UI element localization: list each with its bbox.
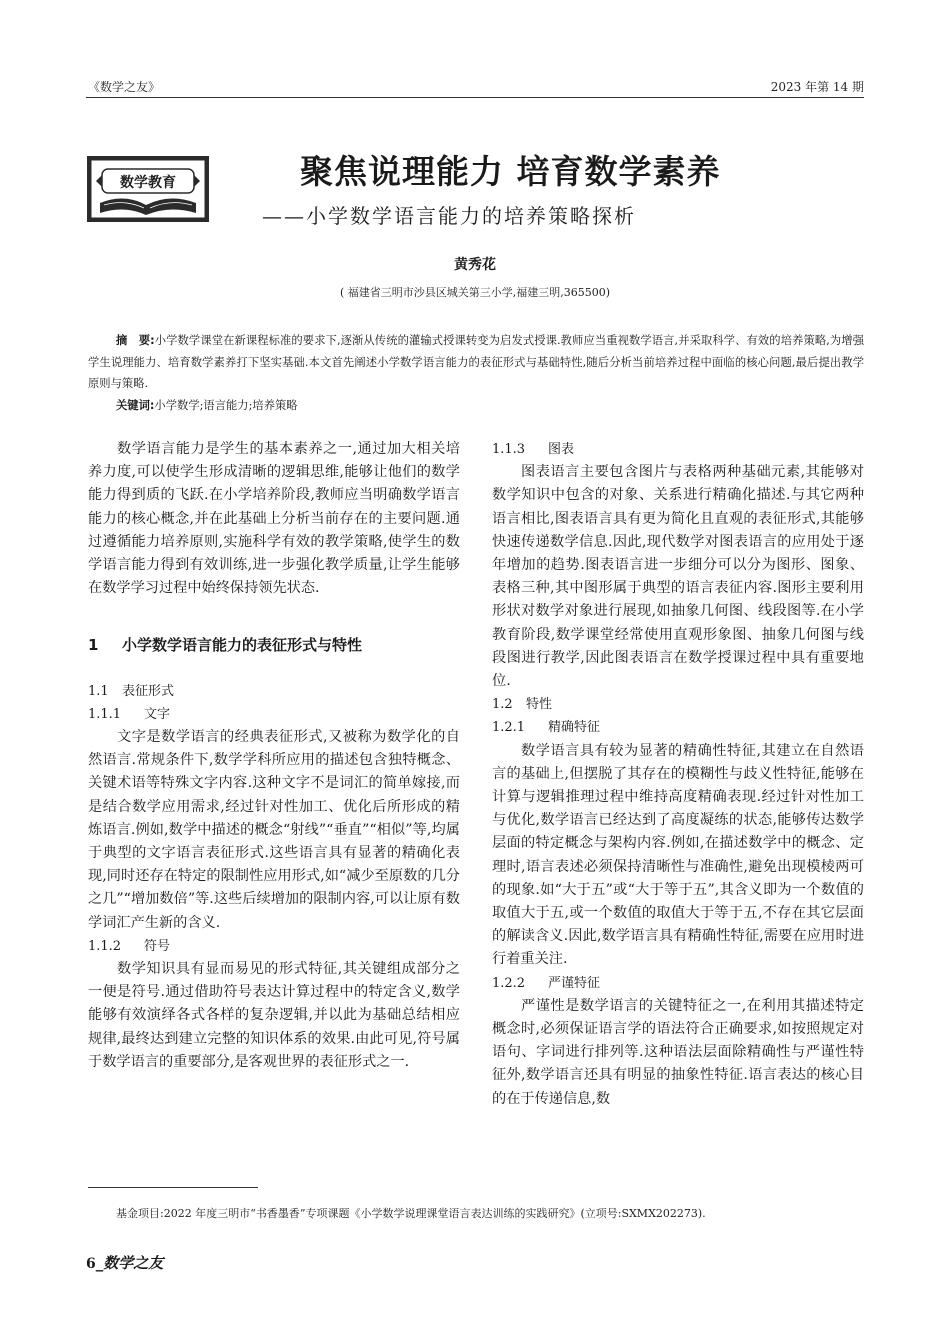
keywords bbox=[116, 396, 298, 416]
page-footer bbox=[86, 1252, 163, 1273]
funding-footnote: 基金项目:2022 年度三明市“书香墨香”专项课题《小学数学说理课堂语言表达训练的实践研究》(立项号:SXMX202273). bbox=[116, 1207, 706, 1220]
author-affiliation: ( 福建省三明市沙县区城关第三小学,福建三明,365500) bbox=[339, 286, 611, 299]
issue-label: 2023 年第 14 期 bbox=[770, 80, 864, 94]
article-title: 聚焦说理能力 培育数学素养 bbox=[300, 152, 721, 191]
header-divider bbox=[86, 97, 864, 98]
paragraph-rigor: 严谨性是数学语言的关键特征之一,在利用其描述特定概念时,必须保证语言学的语法符合正确要求,如按照规定对语句、字词进行排列等.这种语法层面除精确性与严谨性特征外,数学语言还具有明显的抽象性特征.语言表达的核心目的在于传递信息,数 bbox=[492, 997, 864, 1107]
section-heading-1: 1 小学数学语言能力的表征形式与特性 bbox=[88, 636, 363, 655]
keywords-label: 关键词: bbox=[116, 399, 155, 412]
page-number: 6 bbox=[86, 1256, 96, 1272]
section-heading-1-2-1: 1.2.1 精确特征 bbox=[492, 720, 601, 736]
section-heading-1-2-2: 1.2.2 严谨特征 bbox=[492, 975, 601, 991]
body-column-right bbox=[492, 438, 864, 1111]
abstract-text: 小学数学课堂在新课程标准的要求下,逐渐从传统的灌输式授课转变为启发式授课.教师应当重视数学语言,并采取科学、有效的培养策略,为增强学生说理能力、培育数学素养打下坚实基础.本文首先阐述小学数学语言能力的表征形式与基础特性,随后分析当前培养过程中面临的核心问题,最后提出教学原则与策略. bbox=[88, 334, 864, 390]
section-heading-1-1-3: 1.1.3 图表 bbox=[492, 442, 575, 457]
column-logo bbox=[86, 155, 210, 223]
body-column-left bbox=[88, 438, 460, 1074]
paragraph-intro: 数学语言能力是学生的基本素养之一,通过加大相关培养力度,可以使学生形成清晰的逻辑思维,能够让他们的数学能力得到质的飞跃.在小学培养阶段,教师应当明确数学语言能力的核心概念,并在此基础上分析当前存在的主要问题.通过遵循能力培养原则,实施科学有效的教学策略,使学生的数学语言能力得到有效训练,进一步强化教学质量,让学生能够在数学学习过程中始终保持领先状态. bbox=[88, 441, 460, 597]
abstract bbox=[88, 330, 864, 395]
article-subtitle: ——小学数学语言能力的培养策略探析 bbox=[262, 204, 636, 228]
journal-name: 《数学之友》 bbox=[88, 80, 161, 94]
paragraph-symbol-form: 数学知识具有显而易见的形式特征,其关键组成部分之一便是符号.通过借助符号表达计算过程中的特定含义,数学能够有效演绎各式各样的复杂逻辑,并以此为基础总结相应规律,最终达到建立完整的知识体系的效果.由此可见,符号属于数学语言的重要部分,是客观世界的表征形式之一. bbox=[88, 961, 460, 1070]
abstract-label: 摘 要: bbox=[116, 334, 155, 347]
footnote-divider bbox=[88, 1187, 258, 1188]
paragraph-precision: 数学语言具有较为显著的精确性特征,其建立在自然语言的基础上,但摆脱了其存在的模糊性与歧义性特征,能够在计算与逻辑推理过程中维持高度精确表现.经过针对性加工与优化,数学语言已经达到了高度凝练的状态,能够传达数学层面的特定概念与架构内容.例如,在描述数学中的概念、定理时,语言表述必须保持清晰性与准确性,避免出现模棱两可的现象.如“大于五”或“大于等于五”,其含义即为一个数值的取值大于五,或一个数值的取值大于等于五,不存在其它层面的解读含义.因此,数学语言具有精确性特征,需要在应用时进行着重关注. bbox=[492, 742, 864, 968]
magazine-footer-logo: _数学之友 bbox=[95, 1254, 164, 1272]
paragraph-chart-form: 图表语言主要包含图片与表格两种基础元素,其能够对数学知识中包含的对象、关系进行精确化描述.与其它两种语言相比,图表语言具有更为简化且直观的表征形式,其能够快速传递数学信息.因此,现代数学对图表语言的应用处于逐年增加的趋势.图表语言进一步细分可以分为图形、图象、表格三种,其中图形属于典型的语言表征内容.图形主要利用形状对数学对象进行展现,如抽象几何图、线段图等.在小学教育阶段,数学课堂经常使用直观形象图、抽象几何图与线段图进行教学,因此图表语言在数学授课过程中具有重要地位. bbox=[492, 464, 864, 690]
author-name: 黄秀花 bbox=[454, 257, 496, 273]
paragraph-text-form: 文字是数学语言的经典表征形式,又被称为数学化的自然语言.常规条件下,数学学科所应用的描述包含独特概念、关键术语等特殊文字内容.这种文字不是词汇的简单嫁接,而是结合数学应用需求,经过针对性加工、优化后所形成的精炼语言.例如,数学中描述的概念“射线”“垂直”“相似”等,均属于典型的文字语言表征形式.这些语言具有显著的精确化表现,同时还存在特定的限制性应用形式,如“减少至原数的几分之几”“增加数倍”等.这些后续增加的限制内容,可以让原有数学词汇产生新的含义. bbox=[88, 729, 460, 931]
section-heading-1-1-1: 1.1.1 文字 bbox=[88, 706, 171, 722]
section-heading-1-1-2: 1.1.2 符号 bbox=[88, 938, 171, 954]
keywords-text: 小学数学;语言能力;培养策略 bbox=[154, 399, 298, 412]
section-heading-1-2: 1.2 特性 bbox=[492, 697, 553, 713]
section-heading-1-1: 1.1 表征形式 bbox=[88, 683, 175, 699]
column-logo-label: 数学教育 bbox=[120, 175, 176, 191]
